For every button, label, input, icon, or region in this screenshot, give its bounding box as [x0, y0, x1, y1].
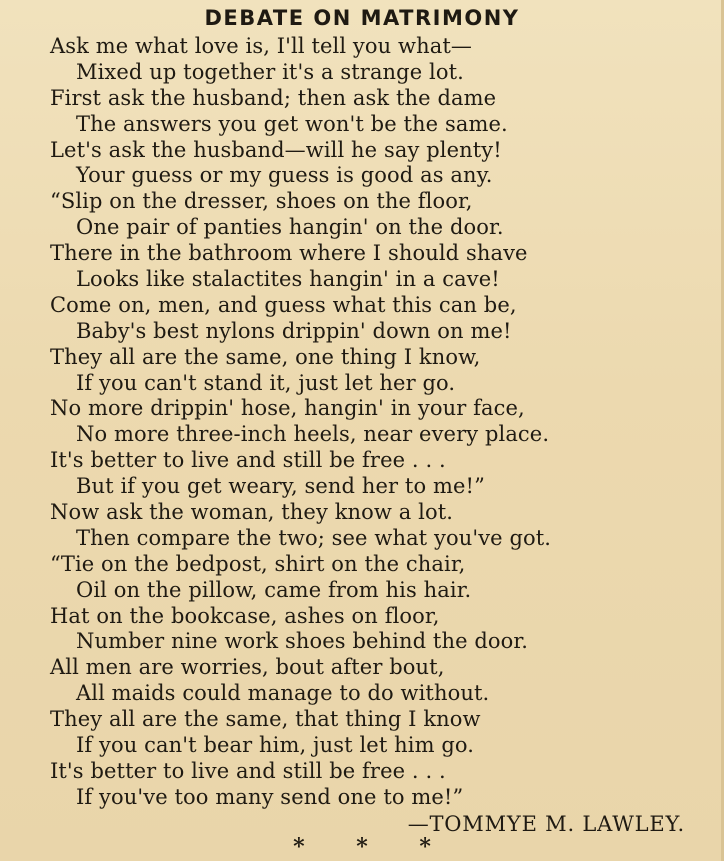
poem-line: It's better to live and still be free . . .: [50, 448, 446, 473]
poem-line: Oil on the pillow, came from his hair.: [76, 577, 472, 602]
author-attribution: —TOMMYE M. LAWLEY.: [407, 812, 685, 836]
poem-line: But if you get weary, send her to me!”: [76, 474, 485, 499]
poem-line: Baby's best nylons drippin' down on me!: [76, 318, 512, 343]
poem-line: “Tie on the bedpost, shirt on the chair,: [50, 551, 466, 576]
poem-body: [50, 34, 710, 811]
poem-line: First ask the husband; then ask the dame: [50, 85, 497, 110]
poem-line: All maids could manage to do without.: [76, 681, 490, 706]
poem-line: If you can't stand it, just let her go.: [76, 370, 456, 395]
poem-line: They all are the same, that thing I know: [50, 707, 481, 732]
poem-line: There in the bathroom where I should shave: [50, 241, 528, 266]
poem-title: DEBATE ON MATRIMONY: [204, 6, 520, 30]
poem-line: Number nine work shoes behind the door.: [76, 629, 529, 654]
poem-line: One pair of panties hangin' on the door.: [76, 215, 504, 240]
poem-line: Mixed up together it's a strange lot.: [76, 59, 464, 84]
poem-line: It's better to live and still be free . . .: [50, 758, 446, 783]
poem-line: If you've too many send one to me!”: [76, 784, 464, 809]
poem-line: Now ask the woman, they know a lot.: [50, 500, 454, 525]
poem-line: “Slip on the dresser, shoes on the floor,: [50, 189, 473, 214]
poem-line: If you can't bear him, just let him go.: [76, 733, 475, 758]
poem-line: Come on, men, and guess what this can be,: [50, 292, 517, 317]
poem-line: Looks like stalactites hangin' in a cave!: [76, 267, 500, 292]
poem-line: The answers you get won't be the same.: [76, 111, 508, 136]
poem-line: Ask me what love is, I'll tell you what—: [50, 34, 472, 58]
asterisk-separator: * * *: [293, 834, 453, 860]
poem-line: Your guess or my guess is good as any.: [76, 163, 493, 188]
poem-line: No more drippin' hose, hangin' in your face,: [50, 396, 525, 421]
poem-line: They all are the same, one thing I know,: [50, 344, 481, 369]
poem-line: All men are worries, bout after bout,: [50, 655, 445, 680]
poem-line: Let's ask the husband—will he say plenty!: [50, 137, 502, 162]
poem-line: Hat on the bookcase, ashes on floor,: [50, 603, 440, 628]
poem-line: No more three-inch heels, near every place.: [76, 422, 550, 447]
poem-line: Then compare the two; see what you've got.: [76, 525, 552, 550]
